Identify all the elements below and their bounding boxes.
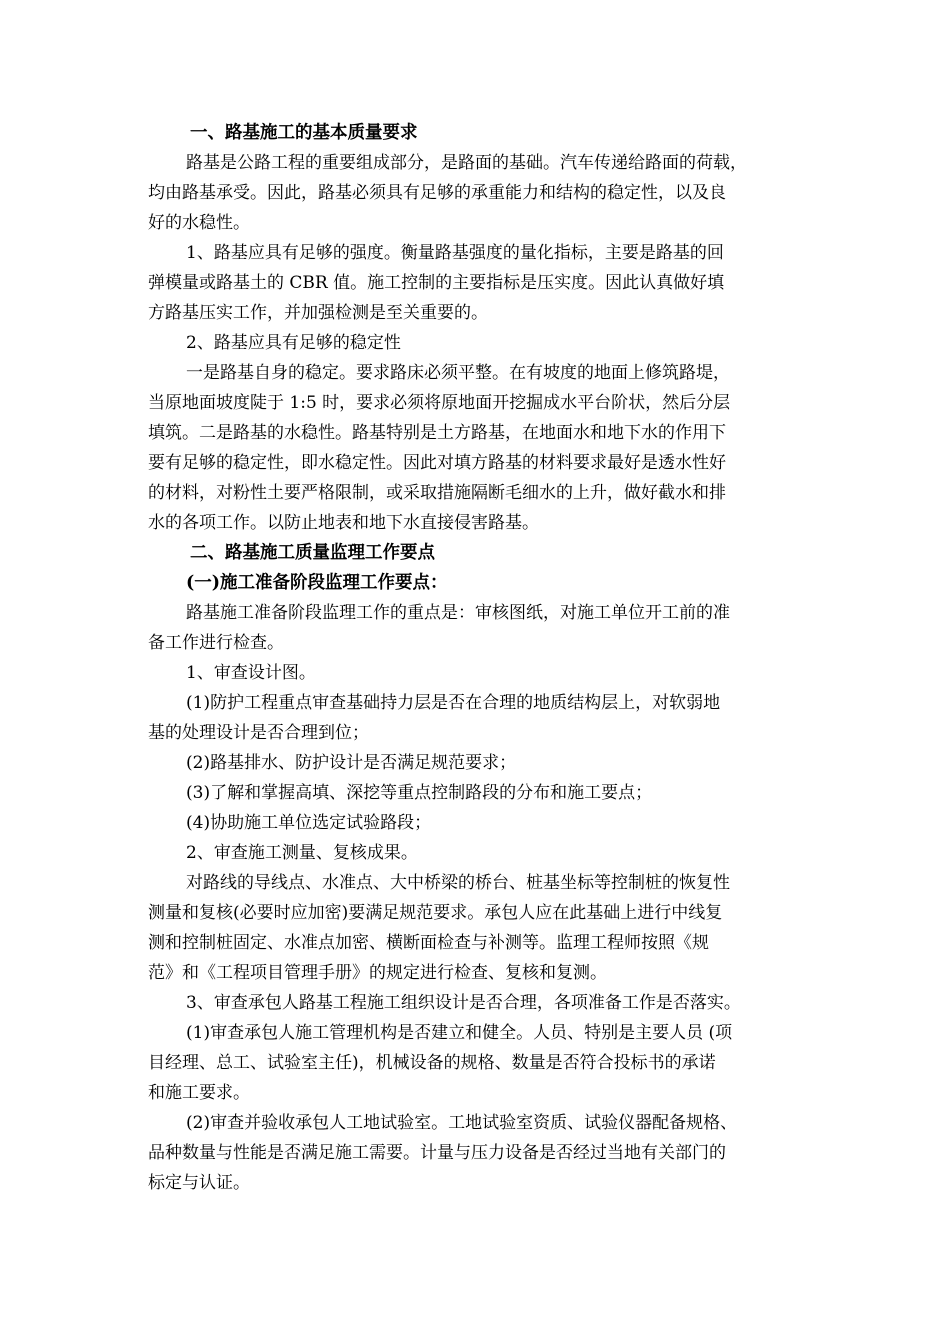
text-line: 路基是公路工程的重要组成部分，是路面的基础。汽车传递给路面的荷载， — [186, 153, 747, 173]
text-line: (一)施工准备阶段监理工作要点： — [186, 573, 448, 593]
section-heading — [148, 538, 808, 568]
text-line: 范》和《工程项目管理手册》的规定进行检查、复核和复测。 — [148, 963, 607, 983]
paragraph — [148, 598, 808, 658]
paragraph — [148, 1018, 808, 1108]
text-line: 要有足够的稳定性，即水稳定性。因此对填方路基的材料要求最好是透水性好 — [148, 453, 726, 473]
text-line: (4)协助施工单位选定试验路段； — [186, 813, 432, 833]
text-line: 路基施工准备阶段监理工作的重点是：审核图纸，对施工单位开工前的准 — [186, 603, 730, 623]
paragraph — [148, 238, 808, 328]
text-line: 方路基压实工作，并加强检测是至关重要的。 — [148, 303, 488, 323]
paragraph — [148, 838, 808, 868]
paragraph — [148, 328, 808, 358]
text-line: 1、路基应具有足够的强度。衡量路基强度的量化指标，主要是路基的回 — [186, 243, 724, 263]
text-line: 备工作进行检查。 — [148, 633, 284, 653]
text-line: 测和控制桩固定、水准点加密、横断面检查与补测等。监理工程师按照《规 — [148, 933, 709, 953]
paragraph — [148, 1108, 808, 1198]
text-line: 基的处理设计是否合理到位； — [148, 723, 369, 743]
text-line: 二、路基施工质量监理工作要点 — [190, 543, 435, 563]
text-line: 弹模量或路基土的 CBR 值。施工控制的主要指标是压实度。因此认真做好填 — [148, 273, 725, 293]
text-line: 填筑。二是路基的水稳性。路基特别是土方路基，在地面水和地下水的作用下 — [148, 423, 726, 443]
text-line: 3、审查承包人路基工程施工组织设计是否合理，各项准备工作是否落实。 — [186, 993, 741, 1013]
text-line: 和施工要求。 — [148, 1083, 250, 1103]
text-line: 好的水稳性。 — [148, 213, 250, 233]
paragraph — [148, 748, 808, 778]
text-line: (2)路基排水、防护设计是否满足规范要求； — [186, 753, 517, 773]
text-line: 对路线的导线点、水准点、大中桥梁的桥台、桩基坐标等控制桩的恢复性 — [186, 873, 730, 893]
text-line: 一、路基施工的基本质量要求 — [190, 123, 418, 143]
text-line: 一是路基自身的稳定。要求路床必须平整。在有坡度的地面上修筑路堤， — [186, 363, 730, 383]
text-line: 均由路基承受。因此，路基必须具有足够的承重能力和结构的稳定性，以及良 — [148, 183, 726, 203]
text-line: (2)审查并验收承包人工地试验室。工地试验室资质、试验仪器配备规格、 — [186, 1113, 738, 1133]
text-line: 标定与认证。 — [148, 1173, 250, 1193]
section-heading — [148, 118, 808, 148]
text-line: 的材料，对粉性土要严格限制，或采取措施隔断毛细水的上升，做好截水和排 — [148, 483, 726, 503]
subsection-heading — [148, 568, 808, 598]
text-line: 2、路基应具有足够的稳定性 — [186, 333, 401, 353]
paragraph — [148, 988, 808, 1018]
text-line: (3)了解和掌握高填、深挖等重点控制路段的分布和施工要点； — [186, 783, 653, 803]
paragraph — [148, 148, 808, 238]
text-line: 品种数量与性能是否满足施工需要。计量与压力设备是否经过当地有关部门的 — [148, 1143, 726, 1163]
text-line: 2、审查施工测量、复核成果。 — [186, 843, 418, 863]
text-line: 当原地面坡度陡于 1:5 时，要求必须将原地面开挖掘成水平台阶状，然后分层 — [148, 393, 731, 413]
paragraph — [148, 688, 808, 748]
paragraph — [148, 658, 808, 688]
text-line: (1)审查承包人施工管理机构是否建立和健全。人员、特别是主要人员 (项 — [186, 1023, 733, 1043]
text-line: 测量和复核(必要时应加密)要满足规范要求。承包人应在此基础上进行中线复 — [148, 903, 723, 923]
paragraph — [148, 808, 808, 838]
text-line: (1)防护工程重点审查基础持力层是否在合理的地质结构层上，对软弱地 — [186, 693, 721, 713]
paragraph — [148, 868, 808, 988]
text-line: 水的各项工作。以防止地表和地下水直接侵害路基。 — [148, 513, 539, 533]
paragraph — [148, 358, 808, 538]
text-line: 1、审查设计图。 — [186, 663, 316, 683]
document-body — [148, 118, 808, 1198]
paragraph — [148, 778, 808, 808]
text-line: 目经理、总工、试验室主任)，机械设备的规格、数量是否符合投标书的承诺 — [148, 1053, 716, 1073]
